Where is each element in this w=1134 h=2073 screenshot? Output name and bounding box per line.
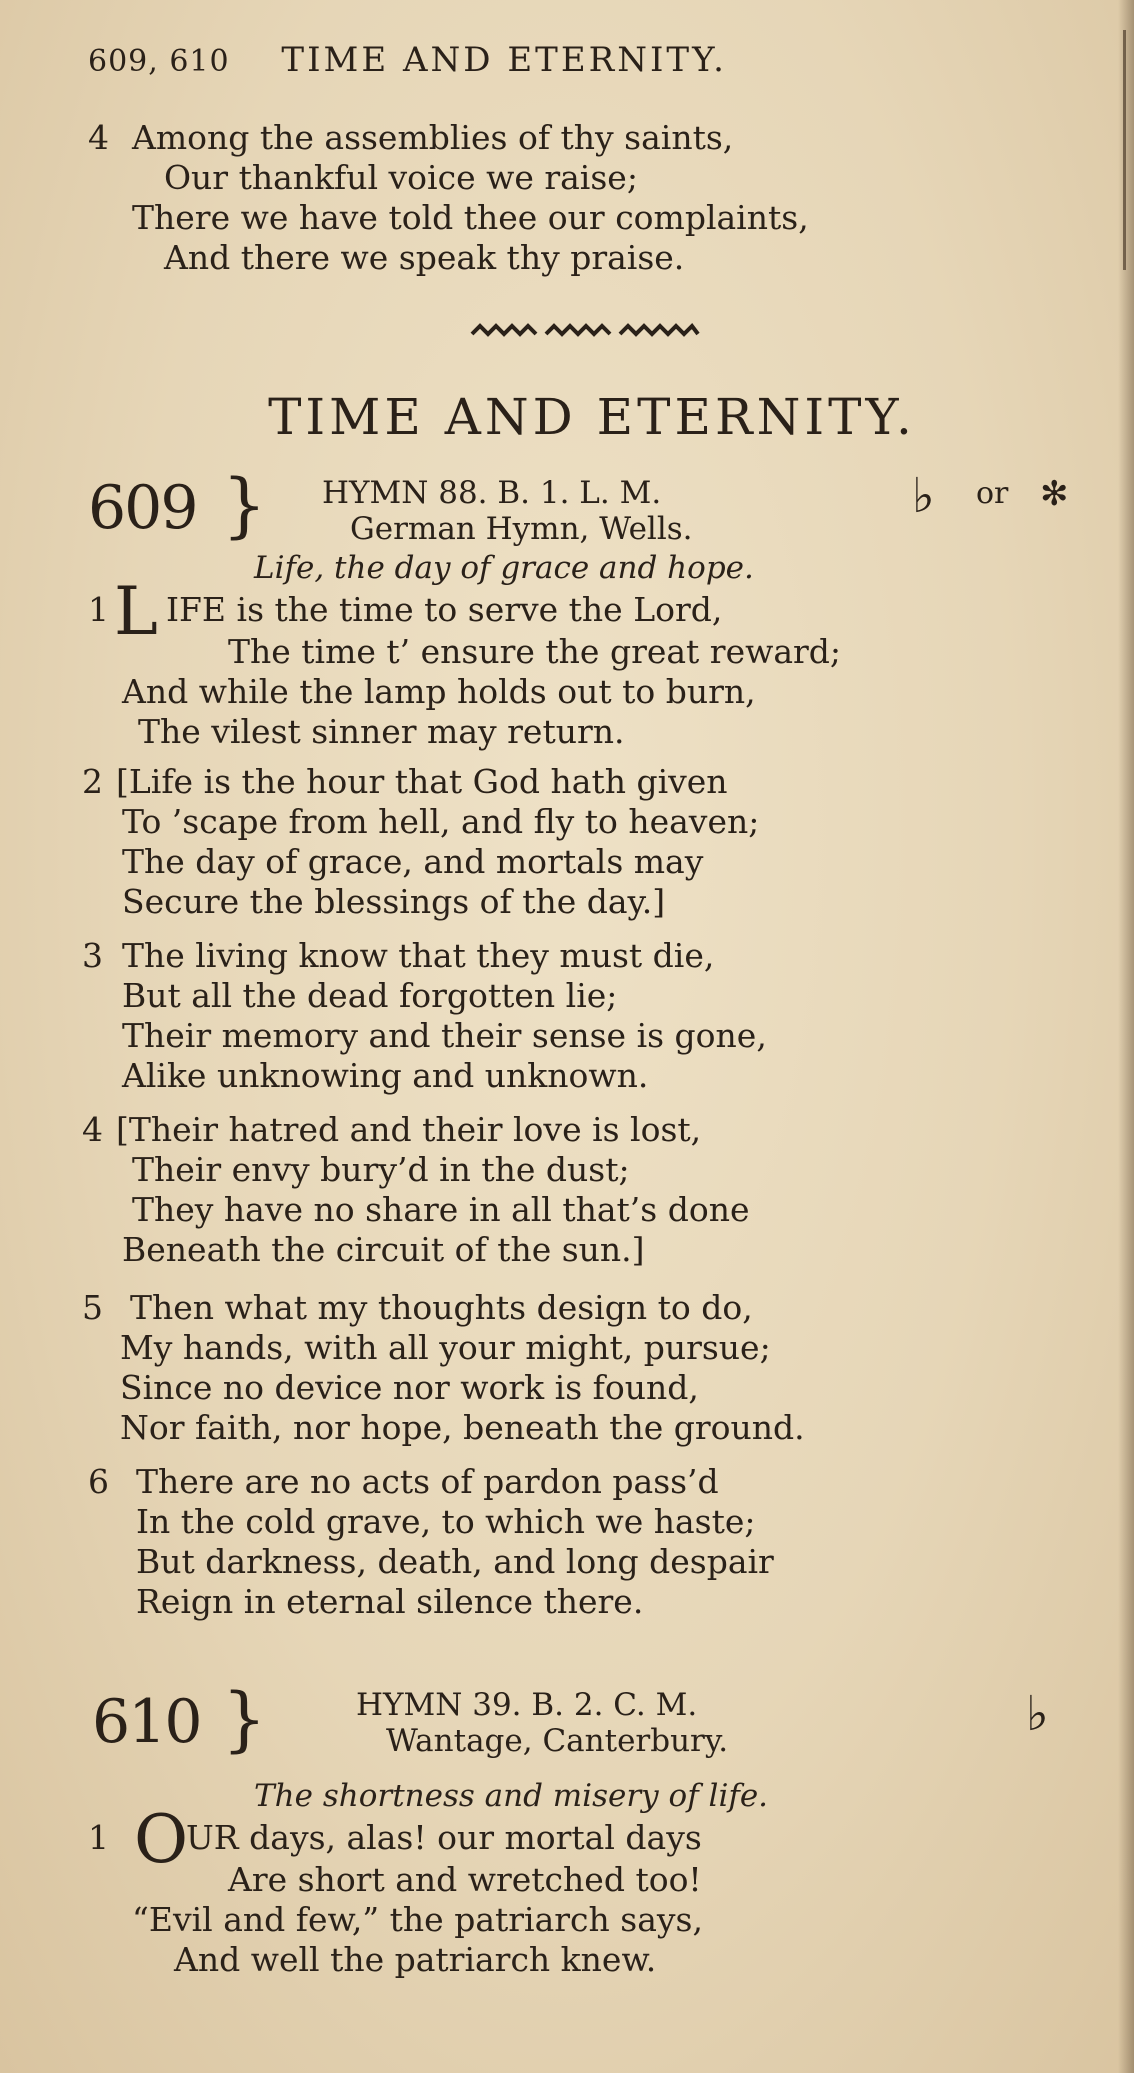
stanza-line: Our thankful voice we raise; [164,158,638,197]
stanza-line: There we have told thee our complaints, [132,198,809,237]
hymn-meta-line1: HYMN 88. B. 1. L. M. [322,475,662,511]
stanza-line: But darkness, death, and long despair [136,1542,774,1581]
stanza-line: The day of grace, and mortals may [122,842,704,881]
asterism-icon: ✻ [1040,474,1069,514]
dropcap: O [134,1801,189,1878]
stanza-line: [Their hatred and their love is lost, [116,1110,702,1149]
header-page-numbers: 609, 610 [88,44,230,79]
top-stanza [88,118,809,278]
stanza-line: UR days, alas! our mortal days [186,1818,702,1857]
stanza-line: My hands, with all your might, pursue; [120,1328,771,1367]
hymn-number-610: 610 [92,1687,201,1757]
header-title: TIME AND ETERNITY. [281,40,727,80]
hymn-tune-line: Wantage, Canterbury. [386,1723,729,1759]
stanza-line: And while the lamp holds out to burn, [122,672,756,711]
stanza-line: The living know that they must die, [122,936,715,975]
stanza-number: 6 [88,1462,109,1501]
stanza-1 [88,573,842,752]
stanza-number: 4 [88,118,109,157]
dropcap: L [114,573,158,650]
stanza-line: Since no device nor work is found, [120,1368,699,1407]
stanza-line: Reign in eternal silence there. [136,1582,644,1621]
stanza-3 [82,936,767,1096]
stanza-line: They have no share in all that’s done [132,1190,750,1229]
running-header [88,40,727,80]
section-title: TIME AND ETERNITY. [268,388,916,446]
stanza-line: To ’scape from hell, and fly to heaven; [122,802,760,841]
stanza-5 [82,1288,805,1448]
stanza-line: [Life is the hour that God hath given [116,762,728,801]
page-edge-line [1123,30,1126,270]
flat-icon: ♭ [1026,1686,1049,1742]
stanza-line: Among the assemblies of thy saints, [132,118,734,157]
stanza-line: Are short and wretched too! [228,1860,702,1899]
ornament-divider [470,322,700,338]
stanza-line: And there we speak thy praise. [164,238,685,277]
stanza-line: And well the patriarch knew. [174,1940,657,1979]
hymn-subtitle: Life, the day of grace and hope. [254,550,754,586]
stanza-line: Beneath the circuit of the sun.] [122,1230,645,1269]
brace: } [222,1678,267,1760]
stanza-2 [82,762,759,922]
stanza-4 [82,1110,750,1270]
brace: } [222,464,267,546]
stanza-line: Their memory and their sense is gone, [122,1016,767,1055]
hymn-meta-line1: HYMN 39. B. 2. C. M. [356,1687,698,1723]
stanza-line: Nor faith, nor hope, beneath the ground. [120,1408,805,1447]
stanza-line: Their envy bury’d in the dust; [132,1150,630,1189]
stanza-line: Secure the blessings of the day.] [122,882,666,921]
stanza-line: There are no acts of pardon pass’d [136,1462,719,1501]
stanza-line: In the cold grave, to which we haste; [136,1502,756,1541]
page-edge-shadow [1118,0,1134,2073]
stanza-line: The time t’ ensure the great reward; [228,632,842,671]
stanza-line: Then what my thoughts design to do, [130,1288,753,1327]
stanza-line: IFE is the time to serve the Lord, [166,590,723,629]
stanza-1 [88,1801,703,1980]
or-label: or [976,476,1009,511]
hymn-tune-line: German Hymn, Wells. [350,511,693,547]
hymn-subtitle: The shortness and misery of life. [254,1778,769,1814]
stanza-line: “Evil and few,” the patriarch says, [132,1900,703,1939]
stanza-number: 5 [82,1288,103,1327]
stanza-number: 4 [82,1110,103,1149]
stanza-number: 1 [88,590,109,629]
stanza-number: 1 [88,1818,109,1857]
hymn-number-609: 609 [88,473,197,543]
stanza-line: The vilest sinner may return. [138,712,625,751]
stanza-number: 3 [82,936,103,975]
stanza-line: But all the dead forgotten lie; [122,976,618,1015]
stanza-line: Alike unknowing and unknown. [122,1056,649,1095]
stanza-number: 2 [82,762,103,801]
flat-icon: ♭ [912,468,935,524]
stanza-6 [88,1462,774,1622]
